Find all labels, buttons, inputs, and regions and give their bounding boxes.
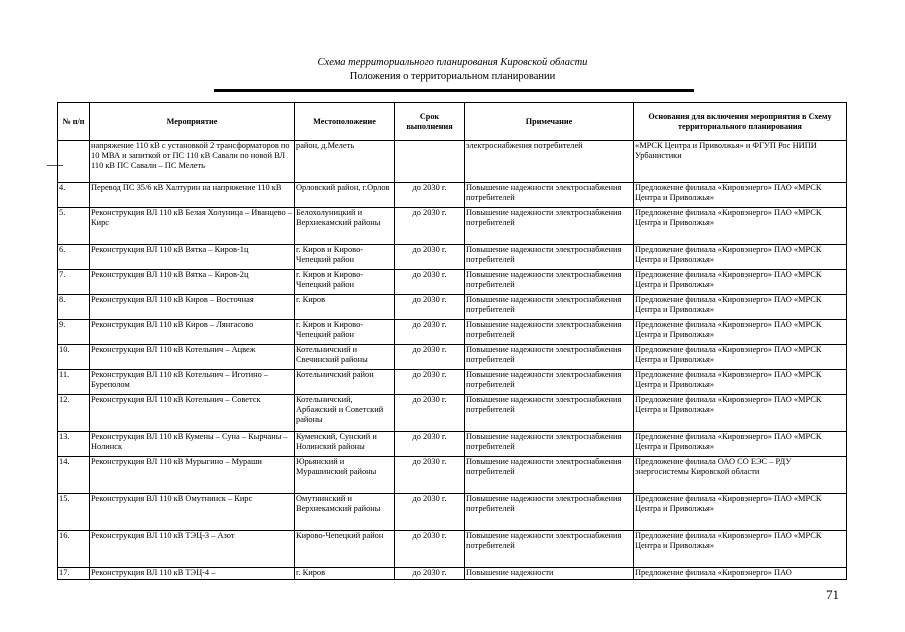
location-cell: Котельничский и Свечинский районы [295,345,395,370]
note-cell: Повышение надежности электроснабжения потребителей [465,370,634,395]
note-cell: Повышение надежности электроснабжения потребителей [465,208,634,245]
location-cell: г. Киров и Кирово-Чепецкий район [295,245,395,270]
row-number: 12. [58,395,90,432]
note-cell: Повышение надежности электроснабжения потребителей [465,457,634,494]
note-cell: Повышение надежности электроснабжения потребителей [465,432,634,457]
event-cell: Реконструкция ВЛ 110 кВ Белая Холуница – Иванцево – Кирс [90,208,295,245]
note-cell: Повышение надежности электроснабжения потребителей [465,245,634,270]
basis-cell: Предложение филиала «Кировэнерго» ПАО «МРСК Центра и Приволжья» [634,183,847,208]
event-cell: Реконструкция ВЛ 110 кВ Котельнич – Иготино – Буреполом [90,370,295,395]
basis-cell: Предложение филиала «Кировэнерго» ПАО «МРСК Центра и Приволжья» [634,395,847,432]
table-row [58,295,847,320]
table-row [58,457,847,494]
term-cell: до 2030 г. [395,395,465,432]
event-cell: Реконструкция ВЛ 110 кВ Вятка – Киров-2ц [90,270,295,295]
location-cell: г. Киров и Кирово-Чепецкий район [295,270,395,295]
location-cell: Котельничский, Арбажский и Советский районы [295,395,395,432]
basis-cell: Предложение филиала «Кировэнерго» ПАО «МРСК Центра и Приволжья» [634,432,847,457]
table-row [58,183,847,208]
event-cell: Реконструкция ВЛ 110 кВ Киров – Лянгасово [90,320,295,345]
term-cell: до 2030 г. [395,345,465,370]
table-row [58,568,847,580]
page-number: 71 [826,587,839,602]
table-row [58,270,847,295]
term-cell: до 2030 г. [395,370,465,395]
location-cell: г. Киров и Кирово-Чепецкий район [295,320,395,345]
location-cell: г. Киров [295,295,395,320]
basis-cell: Предложение филиала «Кировэнерго» ПАО «МРСК Центра и Приволжья» [634,270,847,295]
event-cell: Перевод ПС 35/6 кВ Халтурин на напряжение 110 кВ [90,183,295,208]
location-cell: Юрьянский и Мурашинский районы [295,457,395,494]
term-cell: до 2030 г. [395,432,465,457]
row-number: 13. [58,432,90,457]
note-cell: Повышение надежности электроснабжения потребителей [465,295,634,320]
row-number: 10. [58,345,90,370]
location-cell: Куменский, Сунский и Нолинский районы [295,432,395,457]
note-cell: Повышение надежности электроснабжения потребителей [465,183,634,208]
column-header-basis: Основания для включения мероприятия в Схему территориального планирования [634,103,847,141]
header-rule [214,89,694,92]
table-row [58,395,847,432]
basis-cell: Предложение филиала ОАО СО ЕЭС – РДУ энергосистемы Кировской области [634,457,847,494]
event-cell: Реконструкция ВЛ 110 кВ Мурыгино – Мураши [90,457,295,494]
table-row [58,141,847,183]
basis-cell: Предложение филиала «Кировэнерго» ПАО «МРСК Центра и Приволжья» [634,208,847,245]
term-cell: до 2030 г. [395,183,465,208]
basis-cell: «МРСК Центра и Приволжья» и ФГУП Рос НИПИ Урбанистики [634,141,847,183]
event-cell: напряжение 110 кВ с установкой 2 трансформаторов по 10 МВА и запиткой от ПС 110 кВ Савали по новой ВЛ 110 кВ ПС Савали – ПС Мелеть [90,141,295,183]
term-cell [395,141,465,183]
basis-cell: Предложение филиала «Кировэнерго» ПАО «МРСК Центра и Приволжья» [634,494,847,531]
table-header-row [58,103,847,141]
column-header-note: Примечание [465,103,634,141]
column-header-term: Срок выполнения [395,103,465,141]
basis-cell: Предложение филиала «Кировэнерго» ПАО [634,568,847,580]
location-cell: г. Киров [295,568,395,580]
event-cell: Реконструкция ВЛ 110 кВ ТЭЦ-4 – [90,568,295,580]
table-row [58,345,847,370]
basis-cell: Предложение филиала «Кировэнерго» ПАО «МРСК Центра и Приволжья» [634,295,847,320]
measures-table [57,102,847,580]
column-header-location: Местоположение [295,103,395,141]
term-cell: до 2030 г. [395,494,465,531]
table-row [58,432,847,457]
basis-cell: Предложение филиала «Кировэнерго» ПАО «МРСК Центра и Приволжья» [634,320,847,345]
row-number: 14. [58,457,90,494]
location-cell: Котельничский район [295,370,395,395]
note-cell: Повышение надежности электроснабжения потребителей [465,345,634,370]
note-cell: электроснабжения потребителей [465,141,634,183]
row-number: 6. [58,245,90,270]
column-header-number: № п/п [58,103,90,141]
term-cell: до 2030 г. [395,295,465,320]
note-cell: Повышение надежности электроснабжения потребителей [465,531,634,568]
event-cell: Реконструкция ВЛ 110 кВ Вятка – Киров-1ц [90,245,295,270]
row-number: 15. [58,494,90,531]
location-cell: Кирово-Чепецкий район [295,531,395,568]
event-cell: Реконструкция ВЛ 110 кВ Киров – Восточная [90,295,295,320]
row-number: 4. [58,183,90,208]
location-cell: Омутнинский и Верхнекамский районы [295,494,395,531]
table-row [58,320,847,345]
location-cell: Белохолуницкий и Верхнекамский районы [295,208,395,245]
location-cell: Орловский район, г.Орлов [295,183,395,208]
note-cell: Повышение надежности электроснабжения потребителей [465,320,634,345]
basis-cell: Предложение филиала «Кировэнерго» ПАО «МРСК Центра и Приволжья» [634,345,847,370]
term-cell: до 2030 г. [395,270,465,295]
row-number: 8. [58,295,90,320]
note-cell: Повышение надежности [465,568,634,580]
row-number: 5. [58,208,90,245]
basis-cell: Предложение филиала «Кировэнерго» ПАО «МРСК Центра и Приволжья» [634,370,847,395]
term-cell: до 2030 г. [395,245,465,270]
row-number: 17. [58,568,90,580]
event-cell: Реконструкция ВЛ 110 кВ Кумены – Суна – Кырчаны – Нолинск [90,432,295,457]
term-cell: до 2030 г. [395,457,465,494]
note-cell: Повышение надежности электроснабжения потребителей [465,395,634,432]
term-cell: до 2030 г. [395,320,465,345]
term-cell: до 2030 г. [395,208,465,245]
column-header-event: Мероприятие [90,103,295,141]
table-row [58,208,847,245]
basis-cell: Предложение филиала «Кировэнерго» ПАО «МРСК Центра и Приволжья» [634,531,847,568]
note-cell: Повышение надежности электроснабжения потребителей [465,270,634,295]
term-cell: до 2030 г. [395,568,465,580]
event-cell: Реконструкция ВЛ 110 кВ Котельнич – Советск [90,395,295,432]
row-number: 7. [58,270,90,295]
note-cell: Повышение надежности электроснабжения потребителей [465,494,634,531]
term-cell: до 2030 г. [395,531,465,568]
table-row [58,531,847,568]
table-row [58,370,847,395]
table-row [58,494,847,531]
event-cell: Реконструкция ВЛ 110 кВ Котельнич – Ацвеж [90,345,295,370]
row-number [58,141,90,183]
table-row [58,245,847,270]
event-cell: Реконструкция ВЛ 110 кВ Омутнинск – Кирс [90,494,295,531]
event-cell: Реконструкция ВЛ 110 кВ ТЭЦ-3 – Азот [90,531,295,568]
document-title: Схема территориального планирования Кировской области [317,57,588,68]
basis-cell: Предложение филиала «Кировэнерго» ПАО «МРСК Центра и Приволжья» [634,245,847,270]
row-number: 16. [58,531,90,568]
row-number: 9. [58,320,90,345]
row-number: 11. [58,370,90,395]
location-cell: район, д.Мелеть [295,141,395,183]
document-subtitle: Положения о территориальном планировании [349,71,556,82]
